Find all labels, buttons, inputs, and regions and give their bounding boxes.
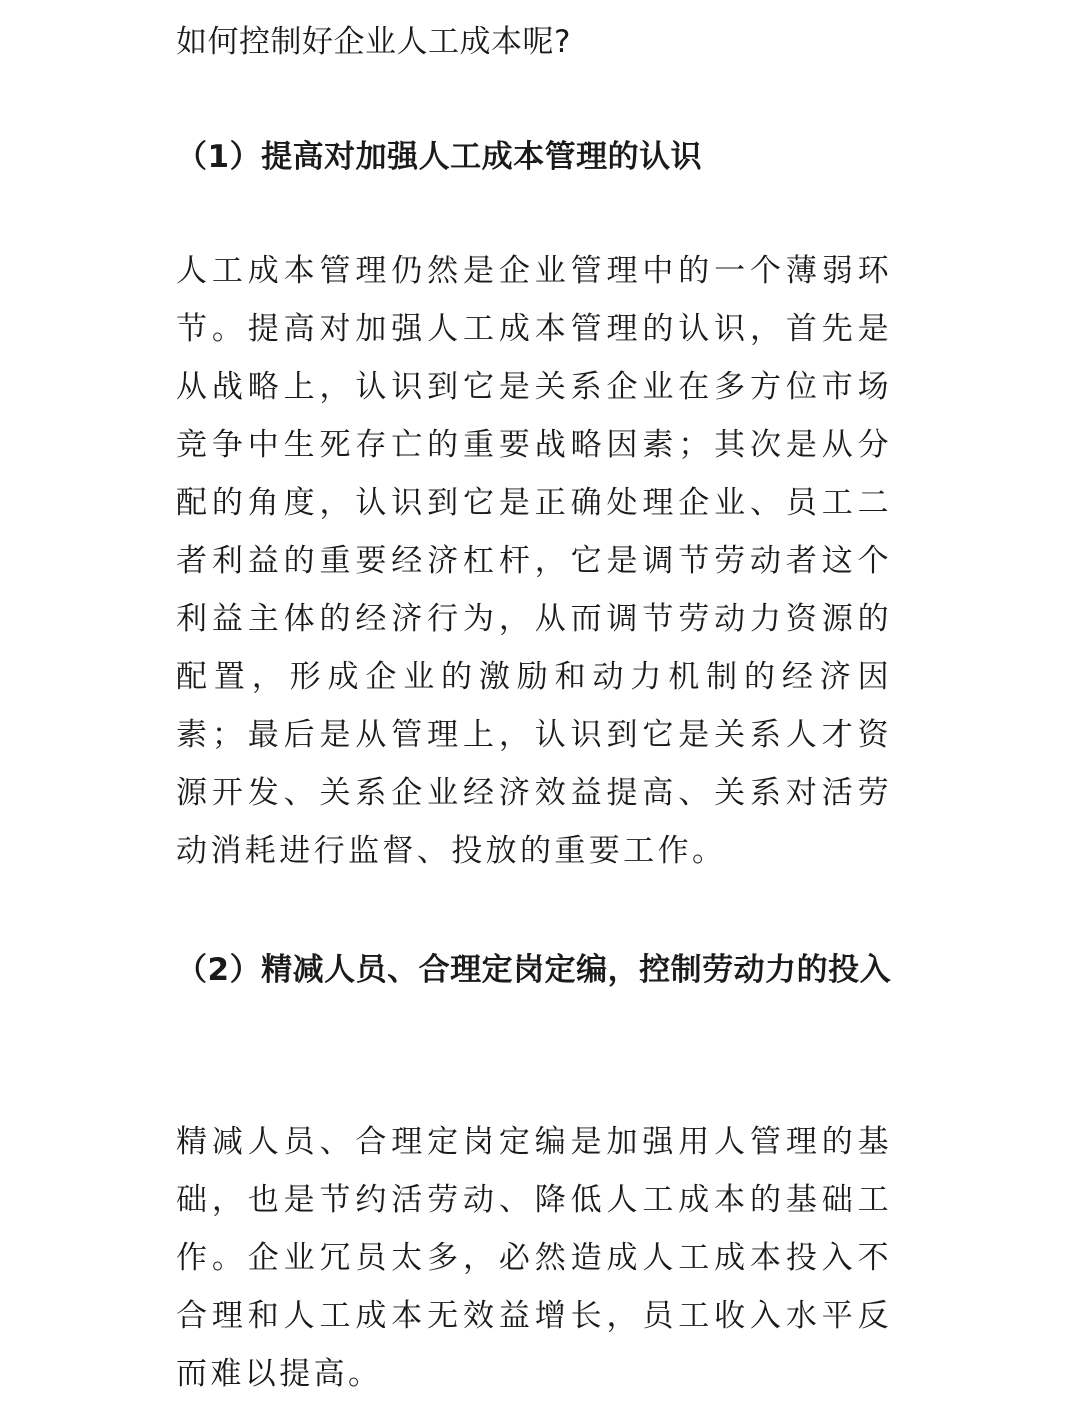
- article-title: 如何控制好企业人工成本呢?: [176, 24, 571, 60]
- section-heading-1: （1）提高对加强人工成本管理的认识: [176, 139, 703, 175]
- section-body-2: 精减人员、合理定岗定编是加强用人管理的基础，也是节约活劳动、降低人工成本的基础工作。企业冗员太多，必然造成人工成本投入不合理和人工成本无效益增长，员工收入水平反而难以提高。: [176, 1124, 892, 1392]
- section-body-1: 人工成本管理仍然是企业管理中的一个薄弱环节。提高对加强人工成本管理的认识，首先是从战略上，认识到它是关系企业在多方位市场竞争中生死存亡的重要战略因素；其次是从分配的角度，认识到它是正确处理企业、员工二者利益的重要经济杠杆，它是调节劳动者这个利益主体的经济行为，从而调节劳动力资源的配置，形成企业的激励和动力机制的经济因素；最后是从管理上，认识到它是关系人才资源开发、关系企业经济效益提高、关系对活劳动消耗进行监督、投放的重要工作。: [176, 253, 892, 869]
- section-heading-2: （2）精减人员、合理定岗定编，控制劳动力的投入: [176, 952, 892, 988]
